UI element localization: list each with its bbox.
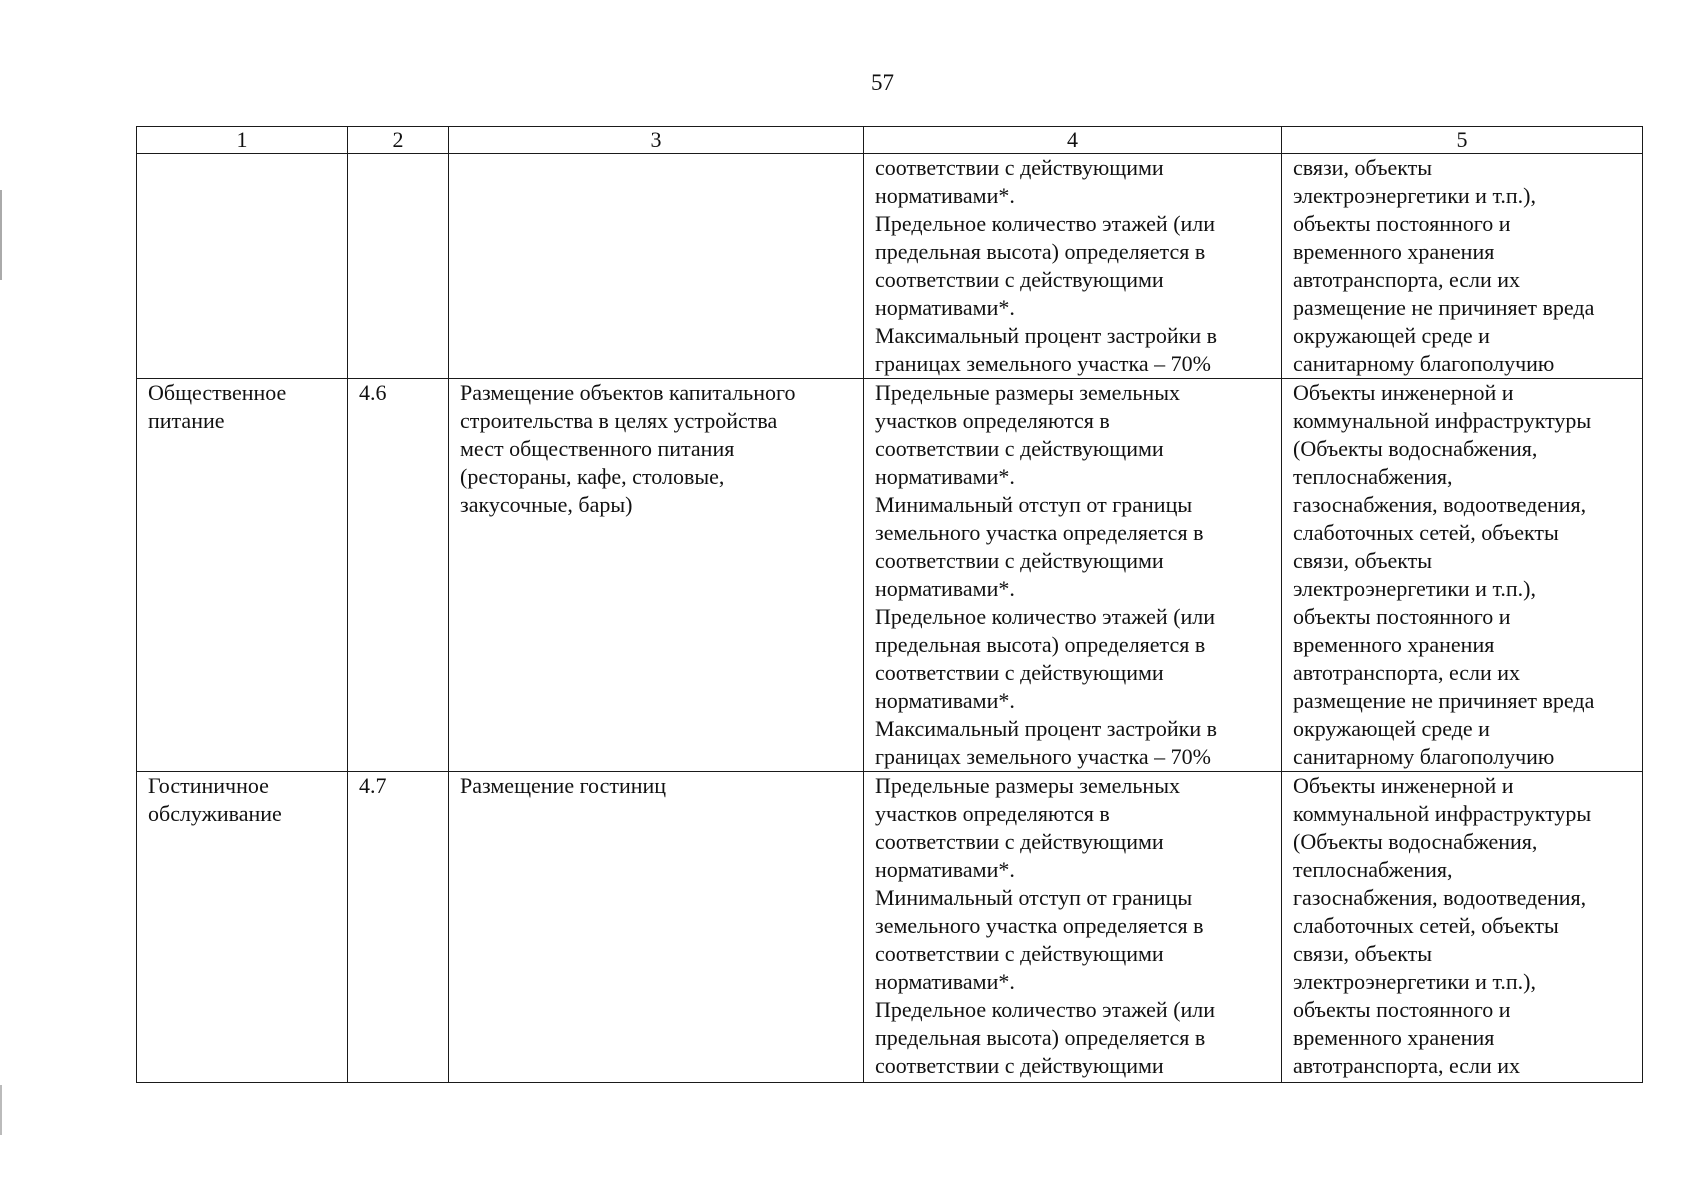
use-name-cell: Общественное питание [137,379,348,772]
auxiliary-uses-cell: Объекты инженерной и коммунальной инфраструктуры (Объекты водоснабжения, теплоснабжения, газоснабжения, водоотведения, слаботочных сетей, объекты связи, объекты электроэнергетики и т.п.), объекты постоянного и временного хранения автотранспорта, если их размещение не причиняет вреда окружающей среде и санитарному благополучию [1282,379,1643,772]
use-code-cell: 4.6 [348,379,449,772]
use-description-cell: Размещение объектов капитального строительства в целях устройства мест общественного питания (рестораны, кафе, столовые, закусочные, бары) [449,379,864,772]
auxiliary-uses-cell: связи, объекты электроэнергетики и т.п.), объекты постоянного и временного хранения автотранспорта, если их размещение не причиняет вреда окружающей среде и санитарному благополучию [1282,154,1643,379]
use-description-cell [449,154,864,379]
use-name-cell [137,154,348,379]
auxiliary-uses-cell: Объекты инженерной и коммунальной инфраструктуры (Объекты водоснабжения, теплоснабжения, газоснабжения, водоотведения, слаботочных сетей, объекты связи, объекты электроэнергетики и т.п.), объекты постоянного и временного хранения автотранспорта, если их [1282,772,1643,1083]
page-number: 57 [871,70,894,95]
column-header: 5 [1282,127,1643,154]
table-row [137,772,1643,1083]
column-header: 3 [449,127,864,154]
use-name-cell: Гостиничное обслуживание [137,772,348,1083]
scan-margin-mark [0,1085,2,1135]
column-header: 2 [348,127,449,154]
use-code-cell [348,154,449,379]
use-code-cell: 4.7 [348,772,449,1083]
column-header: 1 [137,127,348,154]
table-row [137,154,1643,379]
scan-margin-mark [0,190,2,280]
parameters-cell: Предельные размеры земельных участков определяются в соответствии с действующими нормативами*. Минимальный отступ от границы земельного участка определяется в соответствии с действующими нормативами*. Предельное количество этажей (или предельная высота) определяется в соответствии с действующими нормативами*. Максимальный процент застройки в границах земельного участка – 70% [864,379,1282,772]
column-header: 4 [864,127,1282,154]
use-description-cell: Размещение гостиниц [449,772,864,1083]
table-header-row [137,127,1643,154]
table-row [137,379,1643,772]
parameters-cell: Предельные размеры земельных участков определяются в соответствии с действующими нормативами*. Минимальный отступ от границы земельного участка определяется в соответствии с действующими нормативами*. Предельное количество этажей (или предельная высота) определяется в соответствии с действующими [864,772,1282,1083]
land-use-table [136,126,1643,1083]
parameters-cell: соответствии с действующими нормативами*. Предельное количество этажей (или предельная высота) определяется в соответствии с действующими нормативами*. Максимальный процент застройки в границах земельного участка – 70% [864,154,1282,379]
